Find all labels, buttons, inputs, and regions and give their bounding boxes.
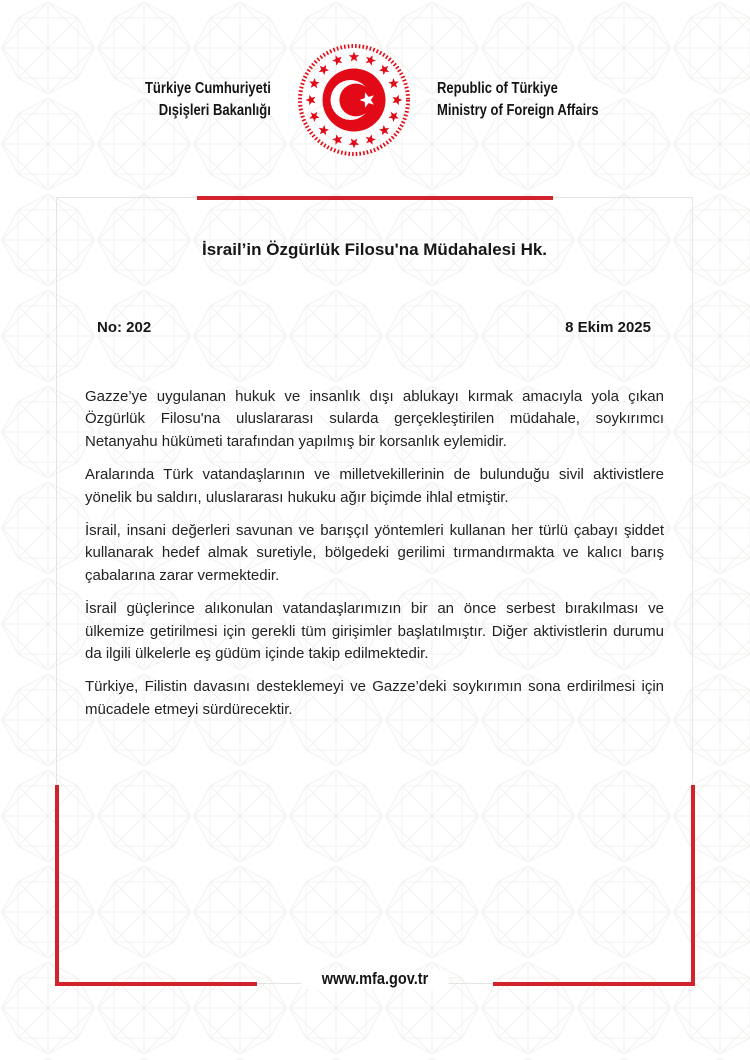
frame-accent-top [197,196,553,200]
org-name-turkish-line1: Türkiye Cumhuriyeti [144,80,271,97]
org-name-english-line2: Ministry of Foreign Affairs [436,102,599,119]
frame-accent-left [55,785,59,986]
frame-accent-bottom-left [55,982,257,986]
website-url: www.mfa.gov.tr [321,970,428,988]
letterhead [0,33,750,167]
org-name-turkish-line2: Dışişleri Bakanlığı [158,102,271,119]
org-name-english-line1: Republic of Türkiye [436,80,558,97]
ministry-emblem-icon [296,42,412,158]
body-paragraph: İsrail güçlerince alıkonulan vatandaşlarımızın bir an önce serbest bırakılması ve ülkemize getirilmesi için gerekli tüm girişimler başlatılmıştır. Diğer aktivistlerin durumu da ilgili ülkelerle eş güdüm içinde takip edilmektedir. [85,600,664,663]
release-date: 8 Ekim 2025 [565,319,651,336]
press-release-title: İsrail’in Özgürlük Filosu'na Müdahalesi Hk. [201,240,548,259]
body-paragraph: İsrail, insani değerleri savunan ve barışçıl yöntemleri kullanan her türlü çabayı şiddet kullanarak hedef almak suretiyle, bölgedeki gerilimi tırmandırmakta ve kalıcı barış çabalarına zarar vermektedir. [85,522,664,584]
org-name-turkish [145,78,271,122]
footer-website [301,970,448,989]
body-paragraph: Gazze’ye uygulanan hukuk ve insanlık dışı ablukayı kırmak amacıyla yola çıkan Özgürlük Filosu'na uluslararası sularda gerçekleştirilen müdahale, soykırımcı Netanyahu hükümeti tarafından yapılmış bir korsanlık eylemidir. [85,388,664,450]
release-meta [57,319,692,336]
release-number: No: 202 [97,319,152,336]
body-paragraph: Aralarında Türk vatandaşlarının ve milletvekillerinin de bulunduğu sivil aktivistlere yönelik bu saldırı, uluslararası hukuku ağır biçimde ihlal etmiştir. [85,466,664,506]
org-name-english [437,78,599,122]
press-release-body [57,386,692,721]
frame-accent-right [691,785,695,986]
body-paragraph: Türkiye, Filistin davasını desteklemeyi ve Gazze’deki soykırımın sona erdirilmesi için mücadele etmeyi sürdürecektir. [85,678,664,718]
frame-accent-bottom-right [493,982,695,986]
press-release-frame [56,197,693,988]
